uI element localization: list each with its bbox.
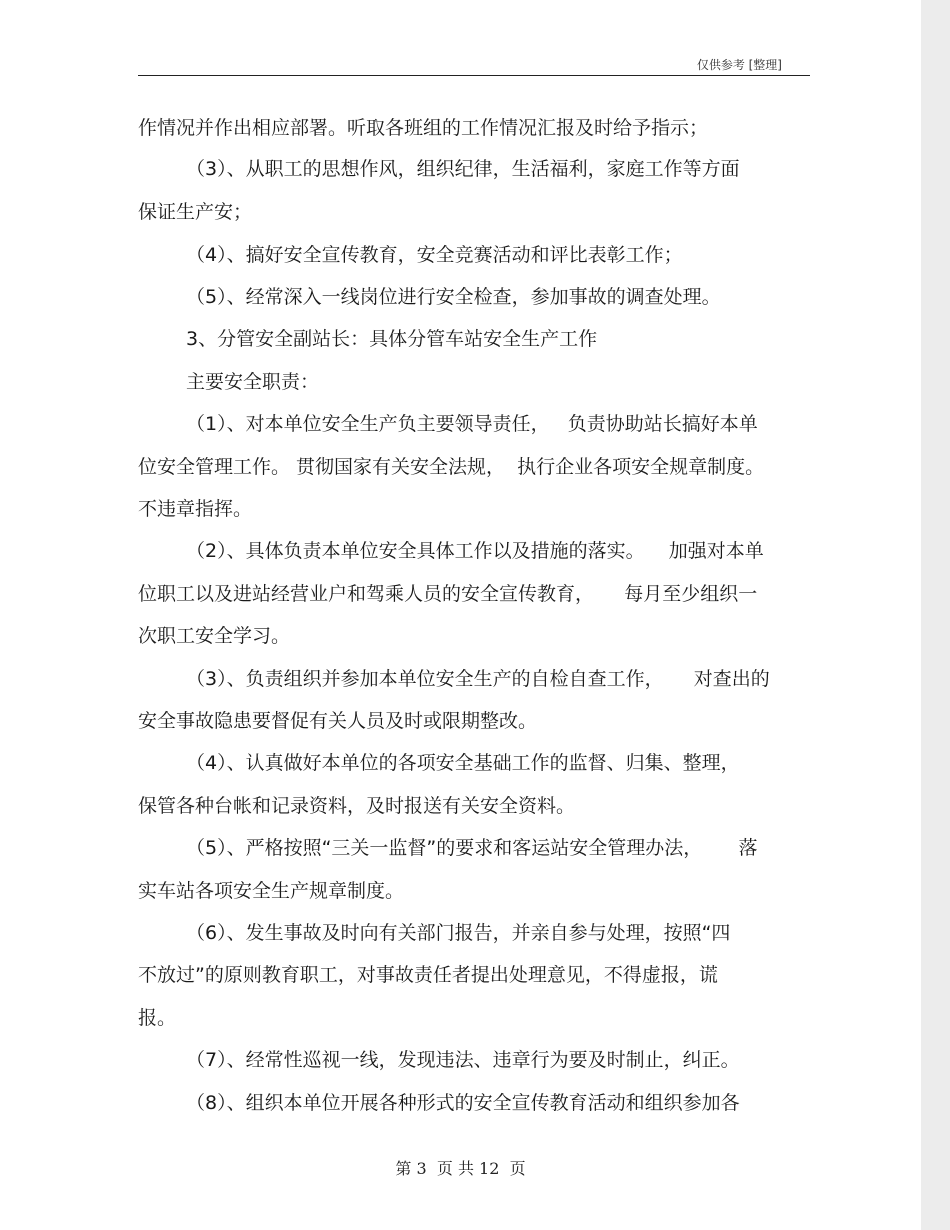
body-line: 实车站各项安全生产规章制度。: [138, 880, 405, 902]
page-margin-shade: [921, 0, 950, 1230]
body-line: （5）、严格按照“三关一监督”的要求和客运站安全管理办法， 落: [186, 837, 758, 859]
body-line: 不违章指挥。: [138, 498, 253, 520]
header-note: 仅供参考 [整理]: [696, 58, 782, 72]
header-rule: [138, 75, 810, 76]
body-line: （5）、经常深入一线岗位进行安全检查，参加事故的调查处理。: [186, 286, 721, 308]
body-line: （3）、从职工的思想作风，组织纪律，生活福利，家庭工作等方面: [186, 158, 740, 180]
body-line: （1）、对本单位安全生产负主要领导责任， 负责协助站长搞好本单: [186, 413, 758, 435]
body-line: （8）、组织本单位开展各种形式的安全宣传教育活动和组织参加各: [186, 1092, 740, 1114]
body-line: （4）、搞好安全宣传教育，安全竞赛活动和评比表彰工作；: [186, 244, 683, 266]
page-number-footer: 第 3 页 共 12 页: [395, 1159, 526, 1178]
body-line: 次职工安全学习。: [138, 625, 291, 647]
body-line: 3、分管安全副站长：具体分管车站安全生产工作: [186, 328, 598, 350]
body-line: 位安全管理工作。 贯彻国家有关安全法规， 执行企业各项安全规章制度。: [138, 456, 765, 478]
body-line: （4）、认真做好本单位的各项安全基础工作的监督、归集、整理，: [186, 752, 740, 774]
body-line: 作情况并作出相应部署。听取各班组的工作情况汇报及时给予指示；: [138, 117, 709, 139]
body-line: 保管各种台帐和记录资料，及时报送有关安全资料。: [138, 795, 576, 817]
body-line: 不放过”的原则教育职工，对事故责任者提出处理意见，不得虚报，谎: [138, 964, 718, 986]
body-line: 报。: [138, 1007, 177, 1029]
body-line: 主要安全职责：: [186, 371, 320, 393]
body-line: 位职工以及进站经营业户和驾乘人员的安全宣传教育， 每月至少组织一: [138, 583, 758, 605]
body-line: 安全事故隐患要督促有关人员及时或限期整改。: [138, 710, 538, 732]
body-line: （2）、具体负责本单位安全具体工作以及措施的落实。 加强对本单: [186, 540, 764, 562]
body-line: （7）、经常性巡视一线，发现违法、违章行为要及时制止，纠正。: [186, 1049, 740, 1071]
body-line: 保证生产安；: [138, 201, 253, 223]
body-line: （3）、负责组织并参加本单位安全生产的自检自查工作， 对查出的: [186, 668, 770, 690]
body-line: （6）、发生事故及时向有关部门报告，并亲自参与处理，按照“四: [186, 922, 731, 944]
